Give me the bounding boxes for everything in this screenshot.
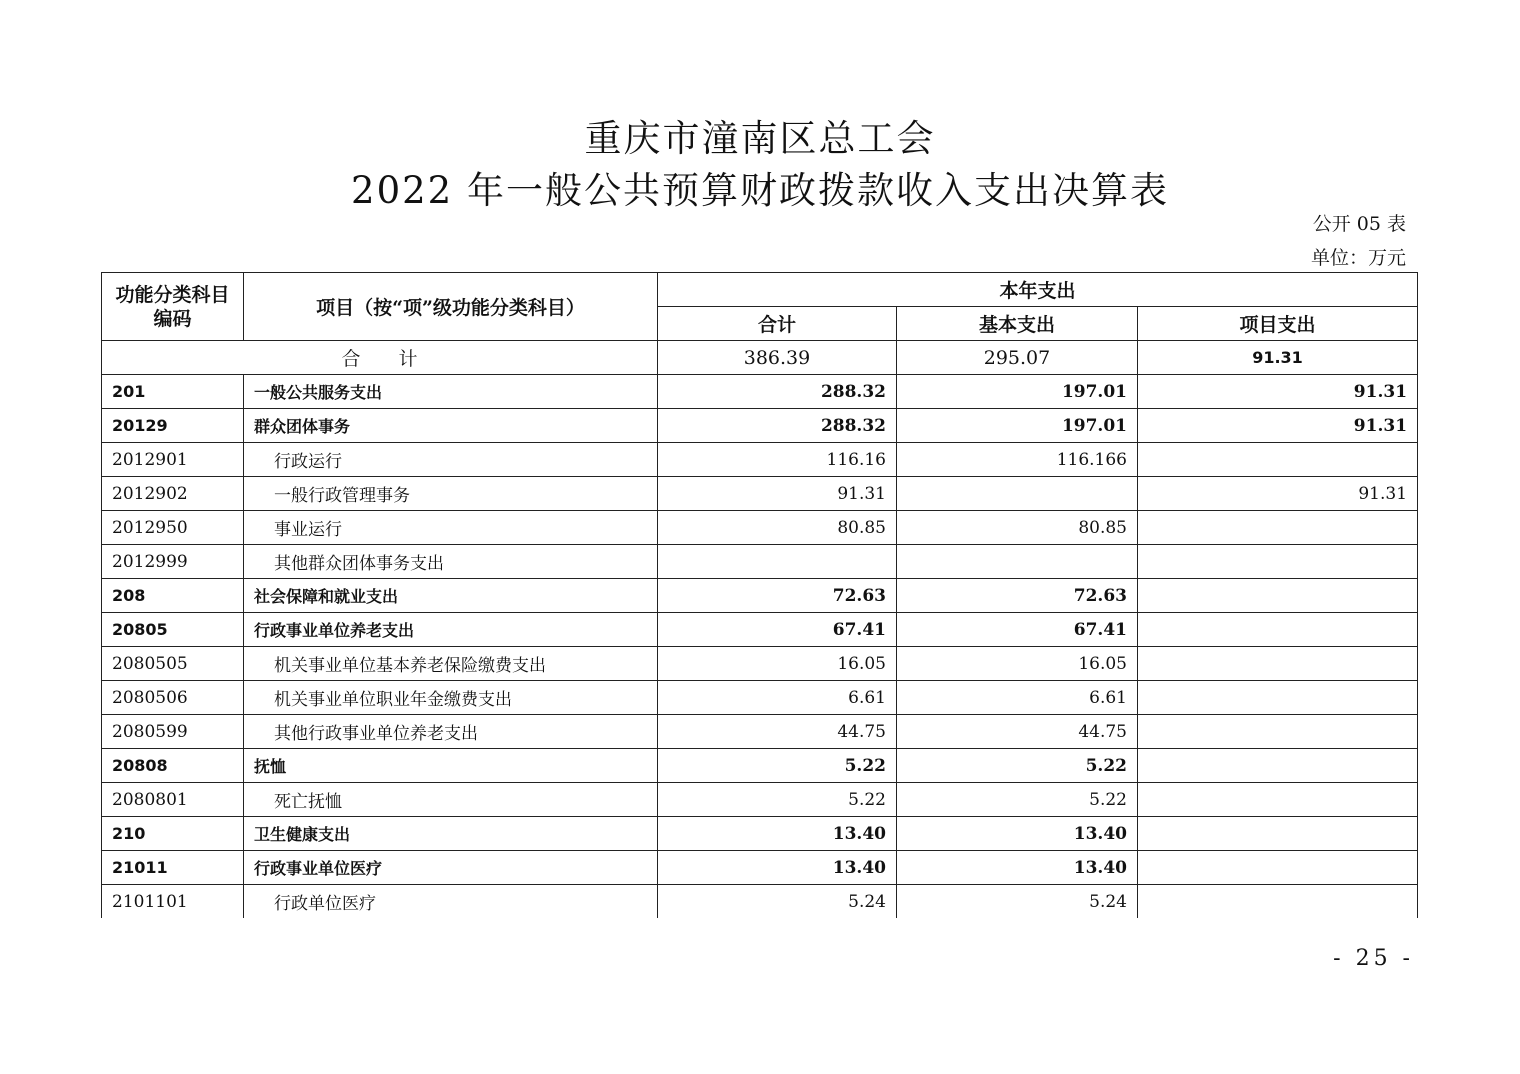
table-row bbox=[102, 715, 1418, 749]
cell-code: 2012950 bbox=[102, 511, 244, 545]
cell-project: 91.31 bbox=[1138, 375, 1418, 409]
cell-basic: 44.75 bbox=[897, 715, 1138, 749]
cell-basic: 197.01 bbox=[897, 375, 1138, 409]
cell-total: 5.24 bbox=[658, 885, 897, 919]
cell-code: 20805 bbox=[102, 613, 244, 647]
cell-item: 事业运行 bbox=[244, 511, 658, 545]
header-total: 合计 bbox=[658, 307, 897, 341]
cell-code: 2080801 bbox=[102, 783, 244, 817]
cell-project bbox=[1138, 715, 1418, 749]
cell-item: 机关事业单位职业年金缴费支出 bbox=[244, 681, 658, 715]
page-number: - 25 - bbox=[1333, 946, 1414, 971]
cell-total: 116.16 bbox=[658, 443, 897, 477]
cell-code: 208 bbox=[102, 579, 244, 613]
cell-item: 行政单位医疗 bbox=[244, 885, 658, 919]
cell-code: 2080599 bbox=[102, 715, 244, 749]
total-row bbox=[102, 341, 1418, 375]
cell-item: 机关事业单位基本养老保险缴费支出 bbox=[244, 647, 658, 681]
cell-total: 288.32 bbox=[658, 409, 897, 443]
table-row bbox=[102, 477, 1418, 511]
cell-item: 抚恤 bbox=[244, 749, 658, 783]
cell-total: 91.31 bbox=[658, 477, 897, 511]
table-row bbox=[102, 409, 1418, 443]
table-row bbox=[102, 613, 1418, 647]
table-row bbox=[102, 647, 1418, 681]
cell-project bbox=[1138, 545, 1418, 579]
cell-project bbox=[1138, 851, 1418, 885]
table-row bbox=[102, 545, 1418, 579]
cell-total: 13.40 bbox=[658, 851, 897, 885]
cell-total: 5.22 bbox=[658, 783, 897, 817]
unit-label: 单位：万元 bbox=[1310, 247, 1406, 269]
cell-item: 一般行政管理事务 bbox=[244, 477, 658, 511]
budget-table bbox=[101, 272, 1418, 918]
cell-project bbox=[1138, 885, 1418, 919]
cell-total: 72.63 bbox=[658, 579, 897, 613]
cell-project bbox=[1138, 647, 1418, 681]
cell-project: 91.31 bbox=[1138, 477, 1418, 511]
cell-total: 80.85 bbox=[658, 511, 897, 545]
header-project: 项目支出 bbox=[1138, 307, 1418, 341]
cell-project bbox=[1138, 681, 1418, 715]
header-item: 项目（按“项”级功能分类科目） bbox=[244, 273, 658, 341]
cell-code: 2012901 bbox=[102, 443, 244, 477]
total-label: 合 计 bbox=[102, 341, 658, 375]
cell-project bbox=[1138, 443, 1418, 477]
cell-code: 21011 bbox=[102, 851, 244, 885]
header-code: 功能分类科目编码 bbox=[102, 273, 244, 341]
cell-basic: 13.40 bbox=[897, 851, 1138, 885]
cell-basic: 197.01 bbox=[897, 409, 1138, 443]
table-row bbox=[102, 443, 1418, 477]
cell-item: 一般公共服务支出 bbox=[244, 375, 658, 409]
table-row bbox=[102, 579, 1418, 613]
cell-basic: 16.05 bbox=[897, 647, 1138, 681]
cell-project bbox=[1138, 817, 1418, 851]
cell-project bbox=[1138, 579, 1418, 613]
form-number: 公开 05 表 bbox=[1312, 213, 1406, 235]
table-row bbox=[102, 681, 1418, 715]
cell-total: 6.61 bbox=[658, 681, 897, 715]
table-row bbox=[102, 783, 1418, 817]
cell-basic: 5.24 bbox=[897, 885, 1138, 919]
cell-code: 201 bbox=[102, 375, 244, 409]
cell-project bbox=[1138, 749, 1418, 783]
table-row bbox=[102, 851, 1418, 885]
cell-code: 2012999 bbox=[102, 545, 244, 579]
cell-basic: 116.166 bbox=[897, 443, 1138, 477]
cell-code: 20808 bbox=[102, 749, 244, 783]
cell-project bbox=[1138, 613, 1418, 647]
header-basic: 基本支出 bbox=[897, 307, 1138, 341]
cell-item: 其他群众团体事务支出 bbox=[244, 545, 658, 579]
total-basic: 295.07 bbox=[897, 341, 1138, 375]
cell-item: 行政运行 bbox=[244, 443, 658, 477]
cell-total: 5.22 bbox=[658, 749, 897, 783]
cell-item: 行政事业单位养老支出 bbox=[244, 613, 658, 647]
table-row bbox=[102, 817, 1418, 851]
cell-code: 2012902 bbox=[102, 477, 244, 511]
cell-project bbox=[1138, 511, 1418, 545]
cell-code: 2101101 bbox=[102, 885, 244, 919]
total-project: 91.31 bbox=[1138, 341, 1418, 375]
cell-project: 91.31 bbox=[1138, 409, 1418, 443]
cell-basic bbox=[897, 545, 1138, 579]
cell-basic: 13.40 bbox=[897, 817, 1138, 851]
cell-total: 288.32 bbox=[658, 375, 897, 409]
cell-code: 20129 bbox=[102, 409, 244, 443]
cell-basic: 67.41 bbox=[897, 613, 1138, 647]
cell-code: 2080506 bbox=[102, 681, 244, 715]
cell-item: 群众团体事务 bbox=[244, 409, 658, 443]
cell-total: 13.40 bbox=[658, 817, 897, 851]
cell-basic: 5.22 bbox=[897, 783, 1138, 817]
header-current-year-expenditure: 本年支出 bbox=[658, 273, 1418, 307]
cell-project bbox=[1138, 783, 1418, 817]
table-row bbox=[102, 375, 1418, 409]
table-row bbox=[102, 511, 1418, 545]
cell-item: 卫生健康支出 bbox=[244, 817, 658, 851]
document-title: 重庆市潼南区总工会 bbox=[584, 117, 936, 160]
cell-item: 死亡抚恤 bbox=[244, 783, 658, 817]
cell-item: 社会保障和就业支出 bbox=[244, 579, 658, 613]
cell-basic: 5.22 bbox=[897, 749, 1138, 783]
cell-basic: 80.85 bbox=[897, 511, 1138, 545]
cell-item: 行政事业单位医疗 bbox=[244, 851, 658, 885]
cell-basic bbox=[897, 477, 1138, 511]
document-subtitle: 2022 年一般公共预算财政拨款收入支出决算表 bbox=[351, 169, 1169, 212]
cell-item: 其他行政事业单位养老支出 bbox=[244, 715, 658, 749]
cell-code: 2080505 bbox=[102, 647, 244, 681]
cell-total bbox=[658, 545, 897, 579]
table-row bbox=[102, 885, 1418, 919]
total-total: 386.39 bbox=[658, 341, 897, 375]
cell-total: 67.41 bbox=[658, 613, 897, 647]
cell-total: 16.05 bbox=[658, 647, 897, 681]
cell-basic: 6.61 bbox=[897, 681, 1138, 715]
table-row bbox=[102, 749, 1418, 783]
cell-code: 210 bbox=[102, 817, 244, 851]
cell-basic: 72.63 bbox=[897, 579, 1138, 613]
cell-total: 44.75 bbox=[658, 715, 897, 749]
